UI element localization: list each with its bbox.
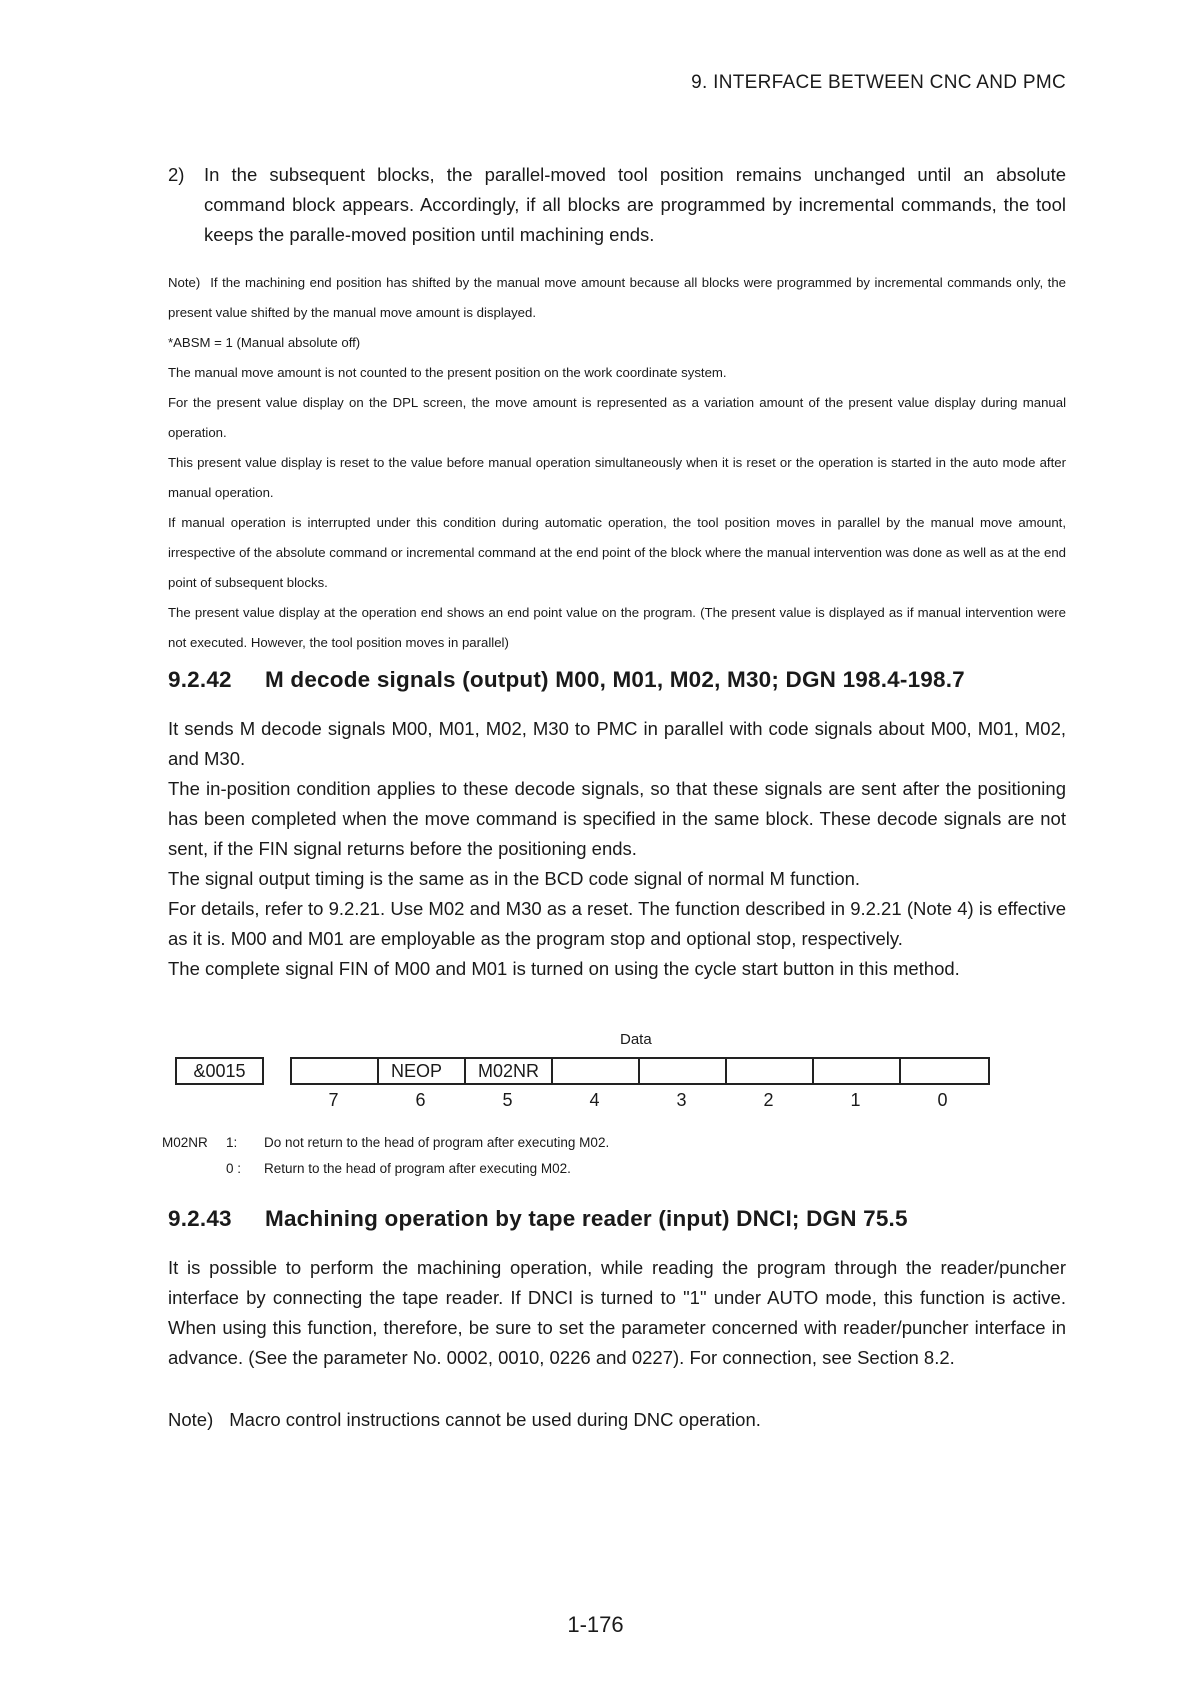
bit-number: 6 (415, 1090, 426, 1110)
bit-description-row (162, 1130, 609, 1156)
register-bit-numbers (290, 1090, 986, 1111)
register-data-label: Data (620, 1031, 652, 1048)
list-item-number: 2) (168, 164, 185, 185)
bit-number: 2 (763, 1090, 774, 1110)
register-bit-row (290, 1057, 990, 1085)
bit-number: 4 (589, 1090, 600, 1110)
bit-number: 1 (850, 1090, 861, 1110)
section-number: 9.2.42 (168, 667, 232, 692)
body-paragraph: For details, refer to 9.2.21. Use M02 and M30 as a reset. The function described in 9.2.21 (Note 4) is effective as it is. M00 and M01 are employable as the program stop and optional stop, respectively. (168, 898, 1066, 949)
register-bit-5: M02NR (466, 1059, 553, 1083)
list-item-2 (168, 160, 1066, 250)
section-title: M decode signals (output) M00, M01, M02, M30; DGN 198.4-198.7 (265, 667, 965, 692)
note-text: Macro control instructions cannot be used during DNC operation. (229, 1409, 761, 1430)
body-paragraph: It is possible to perform the machining operation, while reading the program through the reader/puncher interface by connecting the tape reader. If DNCI is turned to "1" under AUTO mode, this function is active. When using this function, therefore, be sure to set the parameter concerned with reader/puncher interface in advance. (See the parameter No. 0002, 0010, 0226 and 0227). For connection, see Section 8.2. (168, 1257, 1066, 1368)
bit-value: 1: (226, 1135, 238, 1150)
note-first-text: If the machining end position has shifted by the manual move amount because all blocks were programmed by incremental commands only, the present value shifted by the manual move amount is displayed. (168, 275, 1066, 320)
page-number: 1-176 (567, 1612, 624, 1637)
body-paragraph: The signal output timing is the same as in the BCD code signal of normal M function. (168, 868, 861, 889)
bit-number: 5 (502, 1090, 513, 1110)
bit-value-description: Do not return to the head of program after executing M02. (264, 1135, 610, 1150)
section-body-9-2-42 (168, 714, 1066, 984)
bit-number: 3 (676, 1090, 687, 1110)
note-first (168, 268, 1066, 328)
bit-number: 7 (328, 1090, 339, 1110)
note-label: Note) (168, 1409, 214, 1430)
register-bit-6: NEOP (379, 1059, 466, 1083)
bit-value-description: Return to the head of program after executing M02. (264, 1161, 571, 1176)
bit-description-row (162, 1156, 609, 1182)
bit-description (162, 1130, 609, 1182)
section-heading-9-2-42 (168, 667, 965, 693)
body-paragraph: The in-position condition applies to these decode signals, so that these signals are sent after the positioning has been completed when the move command is specified in the same block. These decode signals are not sent, if the FIN signal returns before the positioning ends. (168, 778, 1066, 859)
section-body-9-2-43 (168, 1253, 1066, 1373)
note-paragraph: The present value display at the operation end shows an end point value on the program. (The present value is displayed as if manual intervention were not executed. However, the tool position moves in parallel) (168, 605, 1066, 650)
body-paragraph: It sends M decode signals M00, M01, M02, M30 to PMC in parallel with code signals about M00, M01, M02, and M30. (168, 718, 1066, 769)
note-absm: *ABSM = 1 (Manual absolute off) (168, 335, 361, 350)
running-header: 9. INTERFACE BETWEEN CNC AND PMC (691, 72, 1066, 93)
body-paragraph: The complete signal FIN of M00 and M01 is turned on using the cycle start button in this method. (168, 958, 960, 979)
bit-value: 0 : (226, 1161, 242, 1176)
note-block (168, 268, 1066, 658)
register-address: &0015 (175, 1057, 264, 1085)
note-paragraph: For the present value display on the DPL screen, the move amount is represented as a variation amount of the present value display during manual operation. (168, 395, 1066, 440)
register-bit-7 (292, 1059, 379, 1083)
register-bit-0 (901, 1059, 988, 1083)
bit-number: 0 (937, 1090, 948, 1110)
register-bit-4 (553, 1059, 640, 1083)
note-paragraph: The manual move amount is not counted to the present position on the work coordinate system. (168, 365, 727, 380)
register-bit-2 (727, 1059, 814, 1083)
section-note (168, 1409, 761, 1431)
section-heading-9-2-43 (168, 1206, 908, 1232)
list-item-text: In the subsequent blocks, the parallel-moved tool position remains unchanged until an absolute command block appears. Accordingly, if all blocks are programmed by incremental commands, the tool keeps the paralle-moved position until machining ends. (204, 164, 1066, 245)
bit-name: M02NR (162, 1135, 208, 1150)
register-bit-1 (814, 1059, 901, 1083)
section-title: Machining operation by tape reader (input) DNCI; DGN 75.5 (265, 1206, 908, 1231)
section-number: 9.2.43 (168, 1206, 232, 1231)
register-bit-3 (640, 1059, 727, 1083)
note-paragraph: If manual operation is interrupted under this condition during automatic operation, the tool position moves in parallel by the manual move amount, irrespective of the absolute command or incremental command at the end point of the block where the manual intervention was done as well as at the end point of subsequent blocks. (168, 515, 1066, 590)
note-paragraph: This present value display is reset to the value before manual operation simultaneously when it is reset or the operation is started in the auto mode after manual operation. (168, 455, 1066, 500)
note-label: Note) (168, 275, 201, 290)
